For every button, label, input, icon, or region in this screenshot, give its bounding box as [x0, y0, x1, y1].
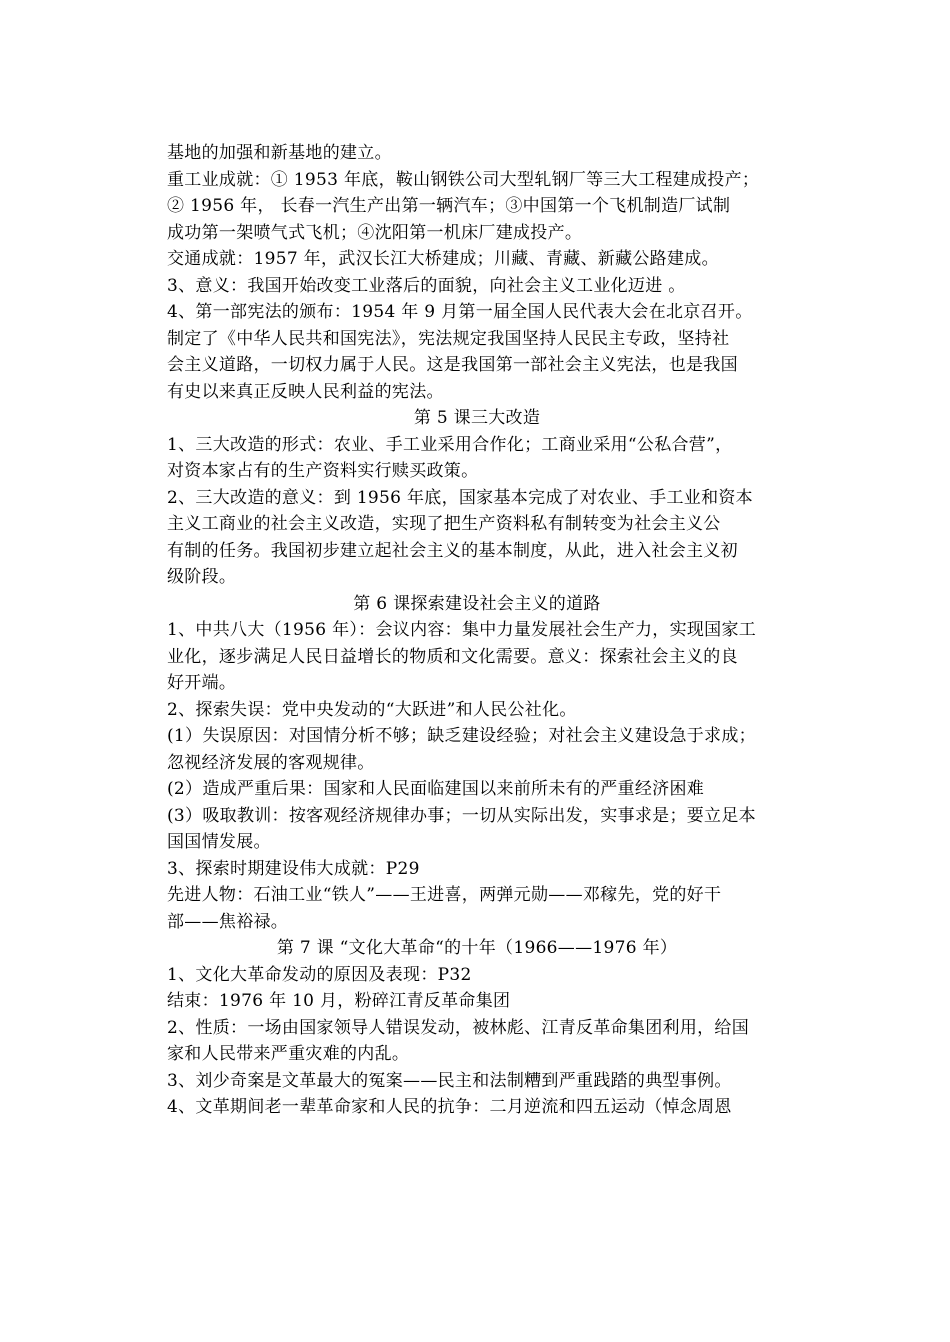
text-line: 结束：1976 年 10 月，粉碎江青反革命集团 — [167, 991, 511, 1011]
text-line: 级阶段。 — [167, 567, 237, 587]
text-line: 业化，逐步满足人民日益增长的物质和文化需要。意义：探索社会主义的良 — [167, 646, 738, 667]
text-line: 成功第一架喷气式飞机；④沈阳第一机床厂建成投产。 — [167, 222, 583, 243]
text-line: 3、刘少奇案是文革最大的冤案——民主和法制糟到严重践踏的典型事例。 — [167, 1070, 732, 1091]
text-line: 有制的任务。我国初步建立起社会主义的基本制度，从此，进入社会主义初 — [167, 540, 738, 561]
text-line: 1、文化大革命发动的原因及表现：P32 — [167, 964, 472, 985]
text-line: 4、文革期间老一辈革命家和人民的抗争：二月逆流和四五运动（悼念周恩 — [167, 1097, 732, 1117]
text-line: 会主义道路，一切权力属于人民。这是我国第一部社会主义宪法，也是我国 — [167, 355, 738, 375]
text-line: 2、性质：一场由国家领导人错误发动，被林彪、江青反革命集团利用，给国 — [167, 1017, 750, 1038]
section-heading: 第 5 课三大改造 — [413, 408, 541, 428]
text-line: 主义工商业的社会主义改造，实现了把生产资料私有制转变为社会主义公 — [167, 514, 721, 534]
text-line: (1）失误原因：对国情分析不够；缺乏建设经验；对社会主义建设急于求成； — [167, 726, 756, 746]
text-line: 基地的加强和新基地的建立。 — [167, 143, 392, 163]
text-line: ② 1956 年， 长春一汽生产出第一辆汽车；③中国第一个飞机制造厂试制 — [167, 196, 731, 216]
text-line: 2、三大改造的意义：到 1956 年底，国家基本完成了对农业、手工业和资本 — [167, 487, 753, 508]
text-line: 交通成就：1957 年，武汉长江大桥建成；川藏、青藏、新藏公路建成。 — [167, 249, 719, 269]
section-heading: 第 6 课探索建设社会主义的道路 — [353, 593, 601, 614]
text-line: 有史以来真正反映人民利益的宪法。 — [167, 381, 444, 402]
text-line: 3、探索时期建设伟大成就：P29 — [167, 858, 420, 879]
text-line: 先进人物：石油工业“铁人”——王进喜，两弹元勋——邓稼先，党的好干 — [167, 885, 722, 905]
text-line: 国国情发展。 — [167, 832, 271, 852]
text-line: 1、三大改造的形式：农业、手工业采用合作化；工商业采用“公私合营”， — [167, 434, 733, 455]
text-line: 制定了《中华人民共和国宪法》，宪法规定我国坚持人民民主专政，坚持社 — [167, 328, 730, 349]
text-line: 对资本家占有的生产资料实行赎买政策。 — [167, 461, 479, 481]
text-line: 忽视经济发展的客观规律。 — [167, 752, 375, 773]
text-line: 4、第一部宪法的颁布：1954 年 9 月第一届全国人民代表大会在北京召开。 — [167, 302, 753, 322]
text-line: 3、意义：我国开始改变工业落后的面貌，向社会主义工业化迈进 。 — [167, 275, 686, 296]
text-line: 部——焦裕禄。 — [167, 911, 289, 932]
text-line: 好开端。 — [167, 673, 237, 693]
text-line: 1、中共八大（1956 年）：会议内容：集中力量发展社会生产力，实现国家工 — [167, 620, 757, 640]
section-heading: 第 7 课 “文化大革命“的十年（1966——1976 年） — [276, 938, 678, 958]
document-body — [167, 140, 787, 1121]
text-line: (3）吸取教训：按客观经济规律办事；一切从实际出发，实事求是；要立足本 — [167, 805, 756, 826]
text-line: 家和人民带来严重灾难的内乱。 — [167, 1044, 410, 1064]
text-line: 2、探索失误：党中央发动的“大跃进”和人民公社化。 — [167, 699, 577, 720]
text-line: (2）造成严重后果：国家和人民面临建国以来前所未有的严重经济困难 — [167, 779, 705, 799]
text-line: 重工业成就：① 1953 年底，鞍山钢铁公司大型轧钢厂等三大工程建成投产； — [167, 169, 760, 190]
